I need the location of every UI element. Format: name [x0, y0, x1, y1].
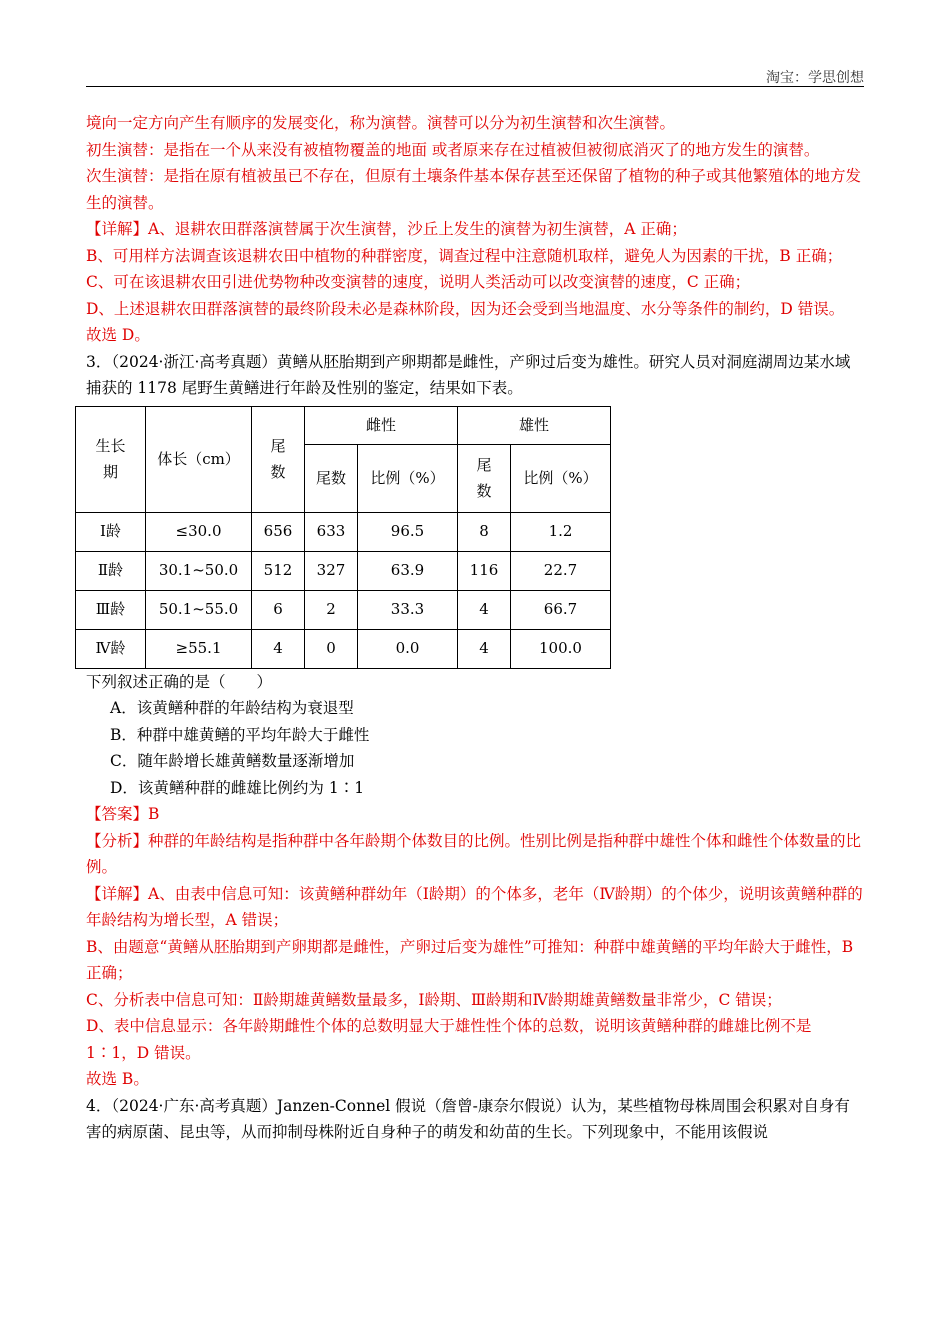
- cell-count: 4: [252, 629, 305, 668]
- cell-count: 6: [252, 590, 305, 629]
- cell-count: 656: [252, 512, 305, 551]
- cell-stage: Ⅲ龄: [76, 590, 146, 629]
- cell-female-count: 0: [305, 629, 358, 668]
- q3-analysis: 【分析】种群的年龄结构是指种群中各年龄期个体数目的比例。性别比例是指种群中雄性个体和雌性个体数量的比例。: [86, 831, 862, 876]
- cell-male-count: 116: [458, 551, 511, 590]
- table-row: [76, 629, 611, 668]
- q2-detail-c: C、可在该退耕农田引进优势物种改变演替的速度，说明人类活动可以改变演替的速度，C 正确；: [86, 273, 751, 291]
- cell-male-ratio: 66.7: [511, 590, 611, 629]
- cell-female-ratio: 0.0: [358, 629, 458, 668]
- q3-detail-c: C、分析表中信息可知：Ⅱ龄期雄黄鳝数量最多，Ⅰ龄期、Ⅲ龄期和Ⅳ龄期雄黄鳝数量非常少，C 错误；: [86, 990, 782, 1009]
- cell-female-ratio: 33.3: [358, 590, 458, 629]
- cell-length: ≥55.1: [146, 629, 252, 668]
- cell-male-count: 4: [458, 629, 511, 668]
- q2-detail-b: B、可用样方法调查该退耕农田中植物的种群密度，调查过程中注意随机取样，避免人为因素的干扰，B 正确；: [86, 246, 843, 265]
- th-male-ratio: 比例（%）: [511, 444, 611, 512]
- option-a: A．该黄鳝种群的年龄结构为衰退型: [110, 699, 354, 717]
- cell-length: 30.1~50.0: [146, 551, 252, 590]
- cell-count: 512: [252, 551, 305, 590]
- q3-answer: 【答案】B: [86, 805, 160, 823]
- paragraph-succession-def: 境向一定方向产生有顺序的发展变化，称为演替。演替可以分为初生演替和次生演替。: [86, 114, 676, 132]
- q2-conclusion: 故选 D。: [86, 326, 150, 344]
- question-3-prompt: 下列叙述正确的是（ ）: [86, 672, 273, 691]
- cell-length: ≤30.0: [146, 512, 252, 551]
- table-row: [76, 590, 611, 629]
- question-3-stem: 3．（2024·浙江·高考真题）黄鳝从胚胎期到产卵期都是雌性，产卵过后变为雄性。研究人员对洞庭湖周边某水域捕获的 1178 尾野生黄鳝进行年龄及性别的鉴定，结果如下表。: [86, 352, 851, 397]
- th-stage: 生长期: [76, 406, 146, 512]
- q3-detail-a: 【详解】A、由表中信息可知：该黄鳝种群幼年（Ⅰ龄期）的个体多，老年（Ⅳ龄期）的个体少，说明该黄鳝种群的年龄结构为增长型，A 错误；: [86, 884, 863, 929]
- q3-conclusion: 故选 B。: [86, 1070, 149, 1088]
- header-shop: 淘宝：学思创想: [766, 70, 864, 86]
- th-female: 雌性: [305, 406, 458, 444]
- cell-female-count: 633: [305, 512, 358, 551]
- cell-stage: Ⅳ龄: [76, 629, 146, 668]
- q3-detail-d: D、表中信息显示：各年龄期雌性个体的总数明显大于雄性性个体的总数，说明该黄鳝种群的雌雄比例不是 1∶1，D 错误。: [86, 1017, 812, 1062]
- cell-female-ratio: 63.9: [358, 551, 458, 590]
- th-male: 雄性: [458, 406, 611, 444]
- document-body: [86, 110, 864, 1146]
- cell-female-count: 327: [305, 551, 358, 590]
- cell-female-count: 2: [305, 590, 358, 629]
- cell-male-ratio: 100.0: [511, 629, 611, 668]
- th-length: 体长（cm）: [146, 406, 252, 512]
- cell-male-ratio: 1.2: [511, 512, 611, 551]
- th-count: 尾数: [252, 406, 305, 512]
- q3-detail-b: B、由题意“黄鳝从胚胎期到产卵期都是雌性，产卵过后变为雄性”可推知：种群中雄黄鳝的平均年龄大于雌性，B 正确；: [86, 937, 854, 982]
- th-female-ratio: 比例（%）: [358, 444, 458, 512]
- th-female-count: 尾数: [305, 444, 358, 512]
- eel-data-table: [75, 406, 611, 669]
- cell-length: 50.1~55.0: [146, 590, 252, 629]
- option-c: C．随年龄增长雄黄鳝数量逐渐增加: [110, 752, 355, 770]
- cell-male-ratio: 22.7: [511, 551, 611, 590]
- cell-female-ratio: 96.5: [358, 512, 458, 551]
- th-male-count: 尾数: [458, 444, 511, 512]
- paragraph-secondary-succession: 次生演替：是指在原有植被虽已不存在，但原有土壤条件基本保存甚至还保留了植物的种子或其他繁殖体的地方发生的演替。: [86, 167, 862, 212]
- paragraph-primary-succession: 初生演替：是指在一个从来没有被植物覆盖的地面 或者原来存在过植被但被彻底消灭了的地方发生的演替。: [86, 140, 820, 159]
- option-b: B．种群中雄黄鳝的平均年龄大于雌性: [110, 725, 370, 744]
- table-row: [76, 512, 611, 551]
- header-divider: [86, 86, 864, 87]
- cell-stage: Ⅰ龄: [76, 512, 146, 551]
- q2-detail-d: D、上述退耕农田群落演替的最终阶段未必是森林阶段，因为还会受到当地温度、水分等条件的制约，D 错误。: [86, 299, 845, 318]
- option-d: D．该黄鳝种群的雌雄比例约为 1∶1: [110, 778, 365, 797]
- cell-stage: Ⅱ龄: [76, 551, 146, 590]
- cell-male-count: 4: [458, 590, 511, 629]
- question-4-stem: 4．（2024·广东·高考真题）Janzen-Connel 假说（詹曾-康奈尔假说）认为，某些植物母株周围会积累对自身有害的病原菌、昆虫等，从而抑制母株附近自身种子的萌发和幼苗的生长。下列现象中，不能用该假说: [86, 1096, 850, 1141]
- cell-male-count: 8: [458, 512, 511, 551]
- table-row: [76, 551, 611, 590]
- q2-detail-a: 【详解】A、退耕农田群落演替属于次生演替，沙丘上发生的演替为初生演替，A 正确；: [86, 220, 687, 238]
